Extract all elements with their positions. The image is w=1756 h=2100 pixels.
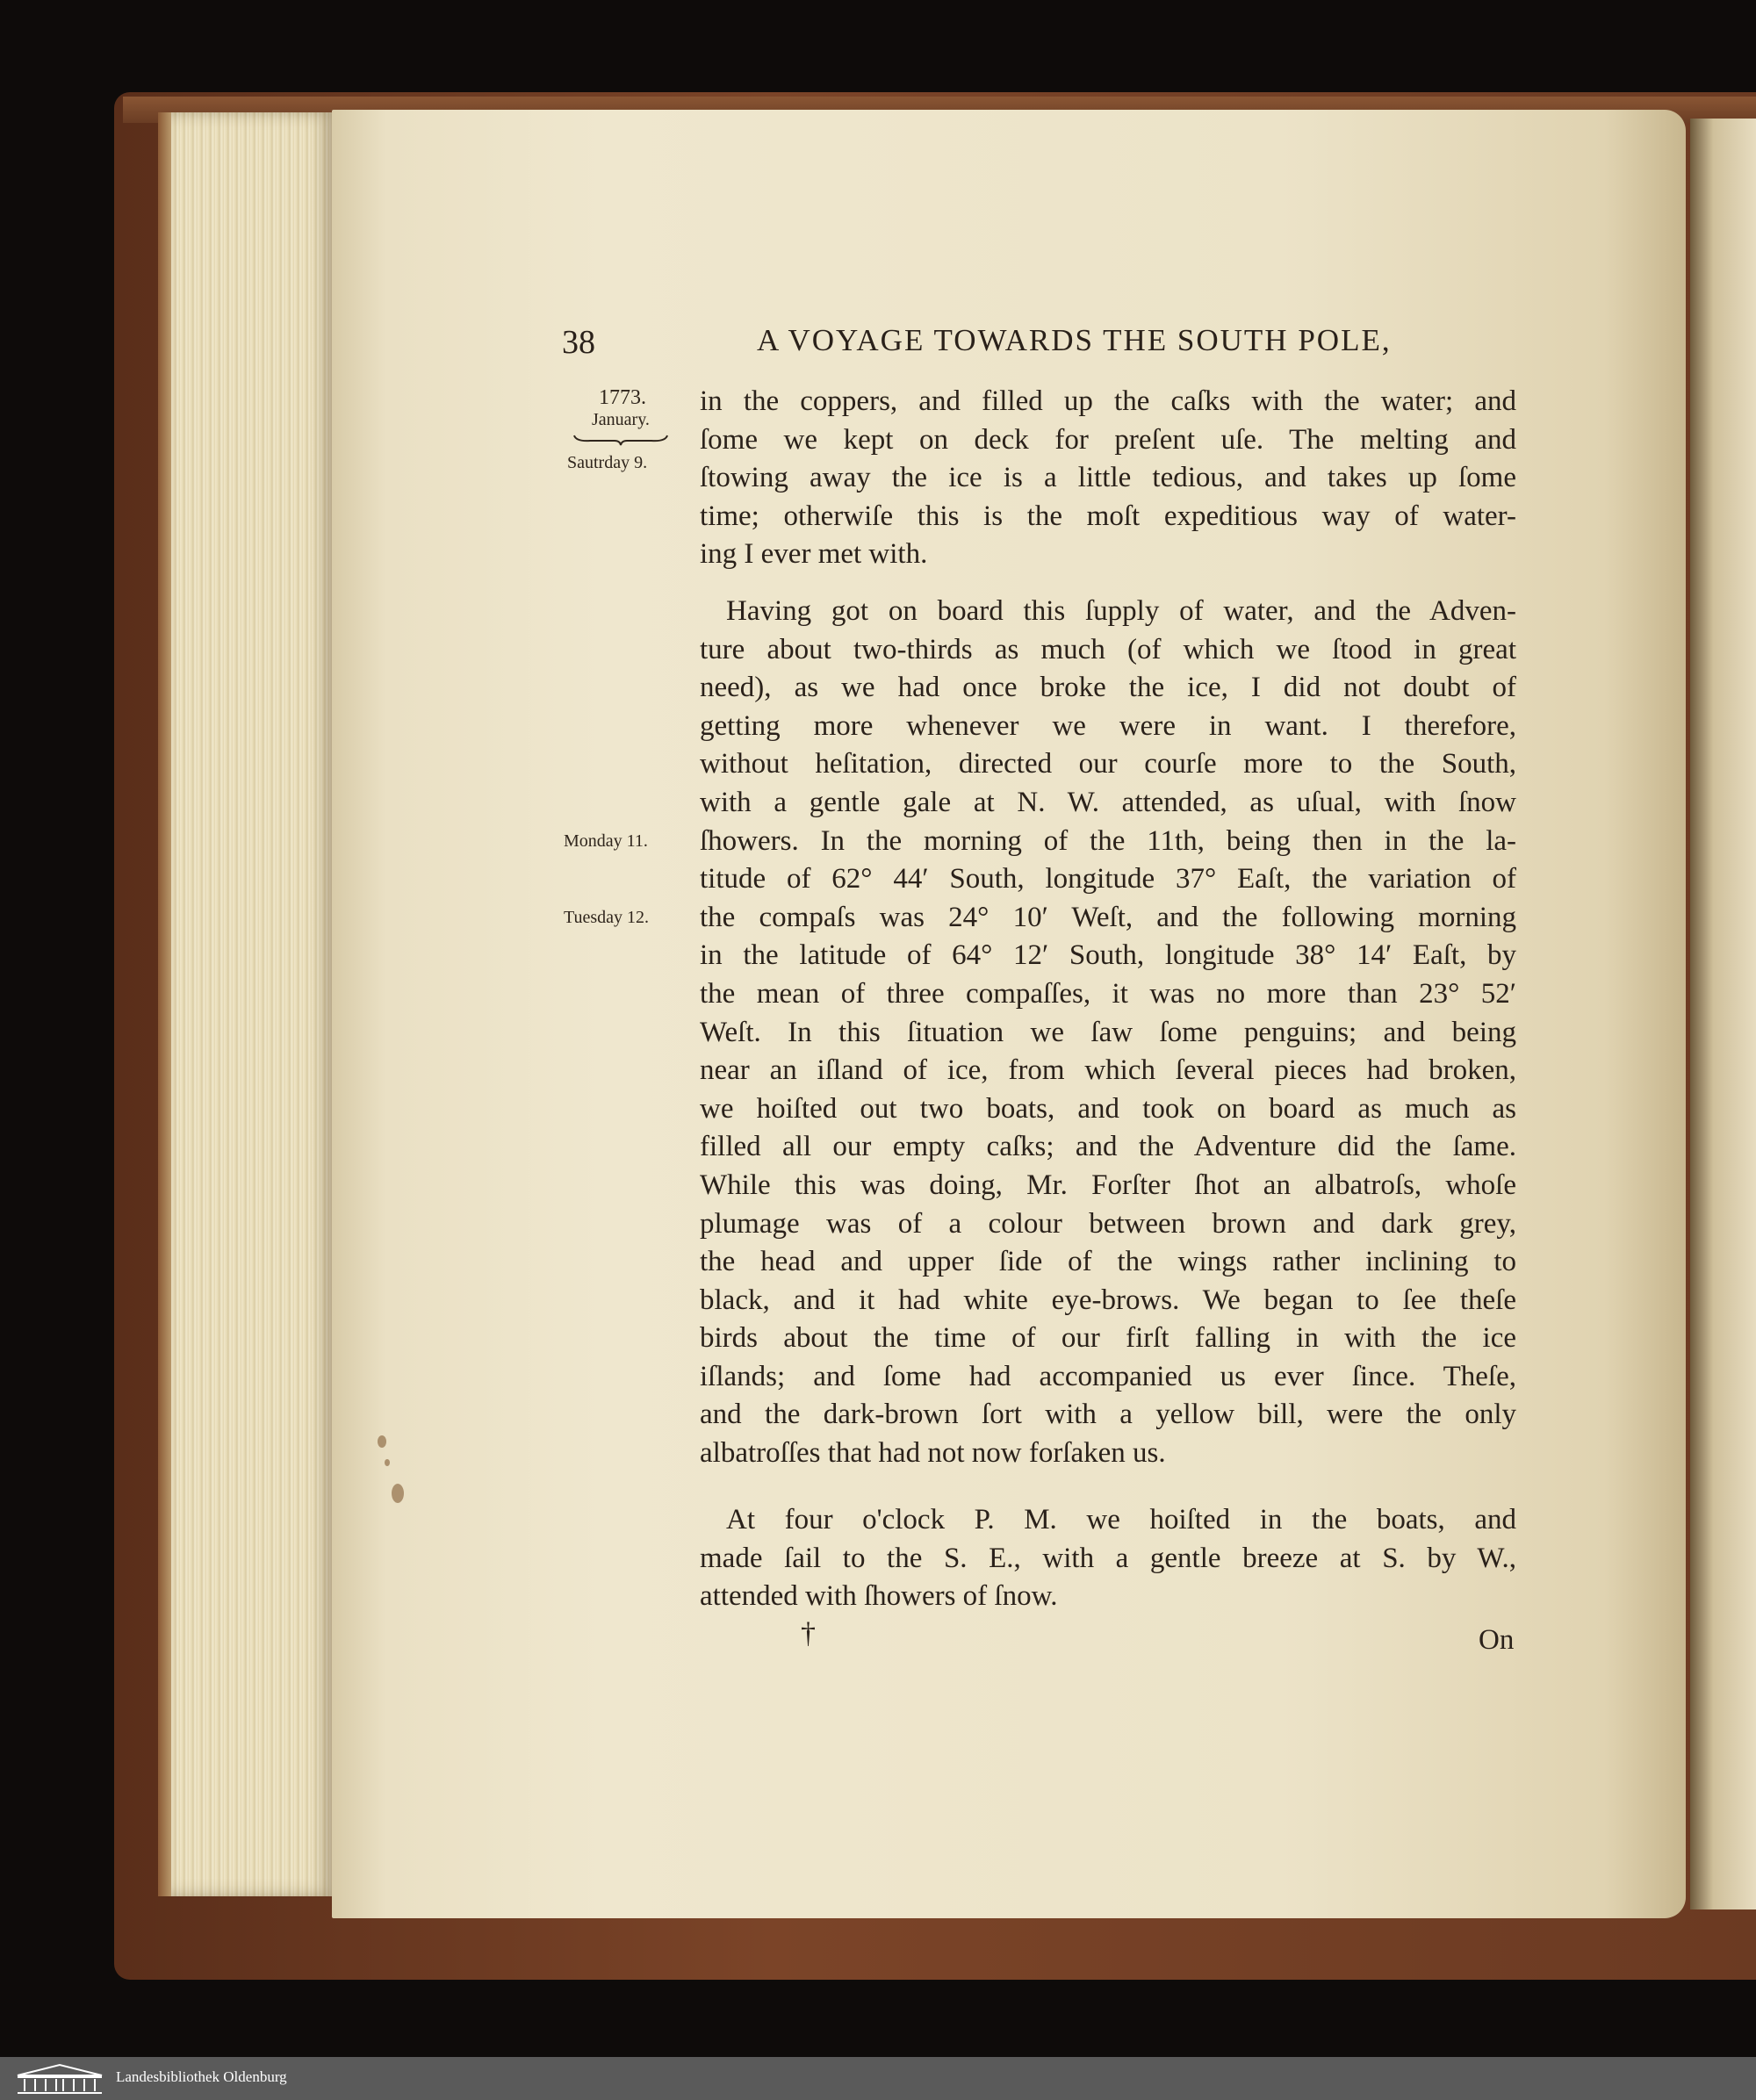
text-line: made ſail to the S. E., with a gentle breeze at S. by W., [700, 1542, 1516, 1574]
text-line: the mean of three compaſſes, it was no more than 23° 52′ [700, 977, 1516, 1010]
text-line: black, and it had white eye-brows. We began to ſee theſe [700, 1284, 1516, 1316]
text-line: filled all our empty caſks; and the Adventure did the ſame. [700, 1131, 1516, 1163]
text-line: ſtowing away the ice is a little tedious, and takes up ſome [700, 462, 1516, 494]
text-line: iſlands; and ſome had accompanied us ever ſince. Theſe, [700, 1360, 1516, 1392]
catchword: On [1479, 1624, 1515, 1656]
text-line: the head and upper ſide of the wings rather inclining to [700, 1246, 1516, 1278]
text-line: At four o'clock P. M. we hoiſted in the boats, and [726, 1504, 1516, 1535]
text-line: ſhowers. In the morning of the 11th, being then in the la- [700, 824, 1516, 857]
foxing-spot [378, 1435, 386, 1448]
margin-brace [572, 434, 669, 446]
foxing-spot [392, 1484, 404, 1503]
margin-year: 1773. [599, 386, 646, 409]
text-line: in the latitude of 64° 12′ South, longitude 38° 14′ Eaſt, by [700, 939, 1516, 972]
text-line: the compaſs was 24° 10′ Weſt, and the following morning [700, 901, 1516, 933]
text-line: near an iſland of ice, from which ſeveral pieces had broken, [700, 1054, 1516, 1087]
text-line: getting more whenever we were in want. I therefore, [700, 709, 1516, 742]
text-line: Having got on board this ſupply of water, and the Adven- [726, 595, 1516, 627]
text-line: ture about two-thirds as much (of which we ſtood in great [700, 633, 1516, 665]
library-building-icon [14, 2063, 105, 2095]
text-line: without heſitation, directed our courſe more to the South, [700, 748, 1516, 780]
text-line: ing I ever met with. [700, 538, 928, 571]
text-line: ſome we kept on deck for preſent uſe. The melting and [700, 423, 1516, 456]
running-head: A VOYAGE TOWARDS THE SOUTH POLE, [757, 323, 1392, 357]
library-name: Landesbibliothek Oldenburg [116, 2068, 287, 2085]
facing-page-edge [1690, 119, 1756, 1909]
text-line: attended with ſhowers of ſnow. [700, 1580, 1058, 1613]
page-number: 38 [562, 324, 595, 361]
text-line: Weſt. In this ſituation we ſaw ſome penguins; and being [700, 1016, 1516, 1048]
text-line: birds about the time of our firſt falling in with the ice [700, 1322, 1516, 1355]
text-line: albatroſſes that had not now forſaken us. [700, 1437, 1166, 1470]
paragraph-2 [700, 593, 1516, 1473]
text-line: with a gentle gale at N. W. attended, as uſual, with ſnow [700, 786, 1516, 818]
signature-mark: † [801, 1617, 816, 1650]
text-line: we hoiſted out two boats, and took on board as much as [700, 1092, 1516, 1125]
text-line: While this was doing, Mr. Forſter ſhot an albatroſs, whoſe [700, 1169, 1516, 1201]
page-stack-edges [171, 112, 334, 1896]
text-line: time; otherwiſe this is the moſt expeditious way of water- [700, 500, 1516, 532]
paragraph-1 [700, 383, 1516, 574]
text-line: in the coppers, and filled up the caſks with the water; and [700, 385, 1516, 417]
text-line: and the dark-brown ſort with a yellow bill, were the only [700, 1399, 1516, 1431]
text-line: plumage was of a colour between brown and dark grey, [700, 1207, 1516, 1240]
text-line: need), as we had once broke the ice, I did not doubt of [700, 672, 1516, 704]
text-line: titude of 62° 44′ South, longitude 37° Eaſt, the variation of [700, 863, 1516, 895]
foxing-spot [385, 1459, 390, 1466]
paragraph-3 [700, 1501, 1516, 1616]
margin-date-monday: Monday 11. [564, 831, 648, 851]
margin-date-saturday: Sautrday 9. [567, 453, 648, 472]
margin-month: January. [592, 410, 650, 429]
margin-date-tuesday: Tuesday 12. [564, 908, 650, 927]
